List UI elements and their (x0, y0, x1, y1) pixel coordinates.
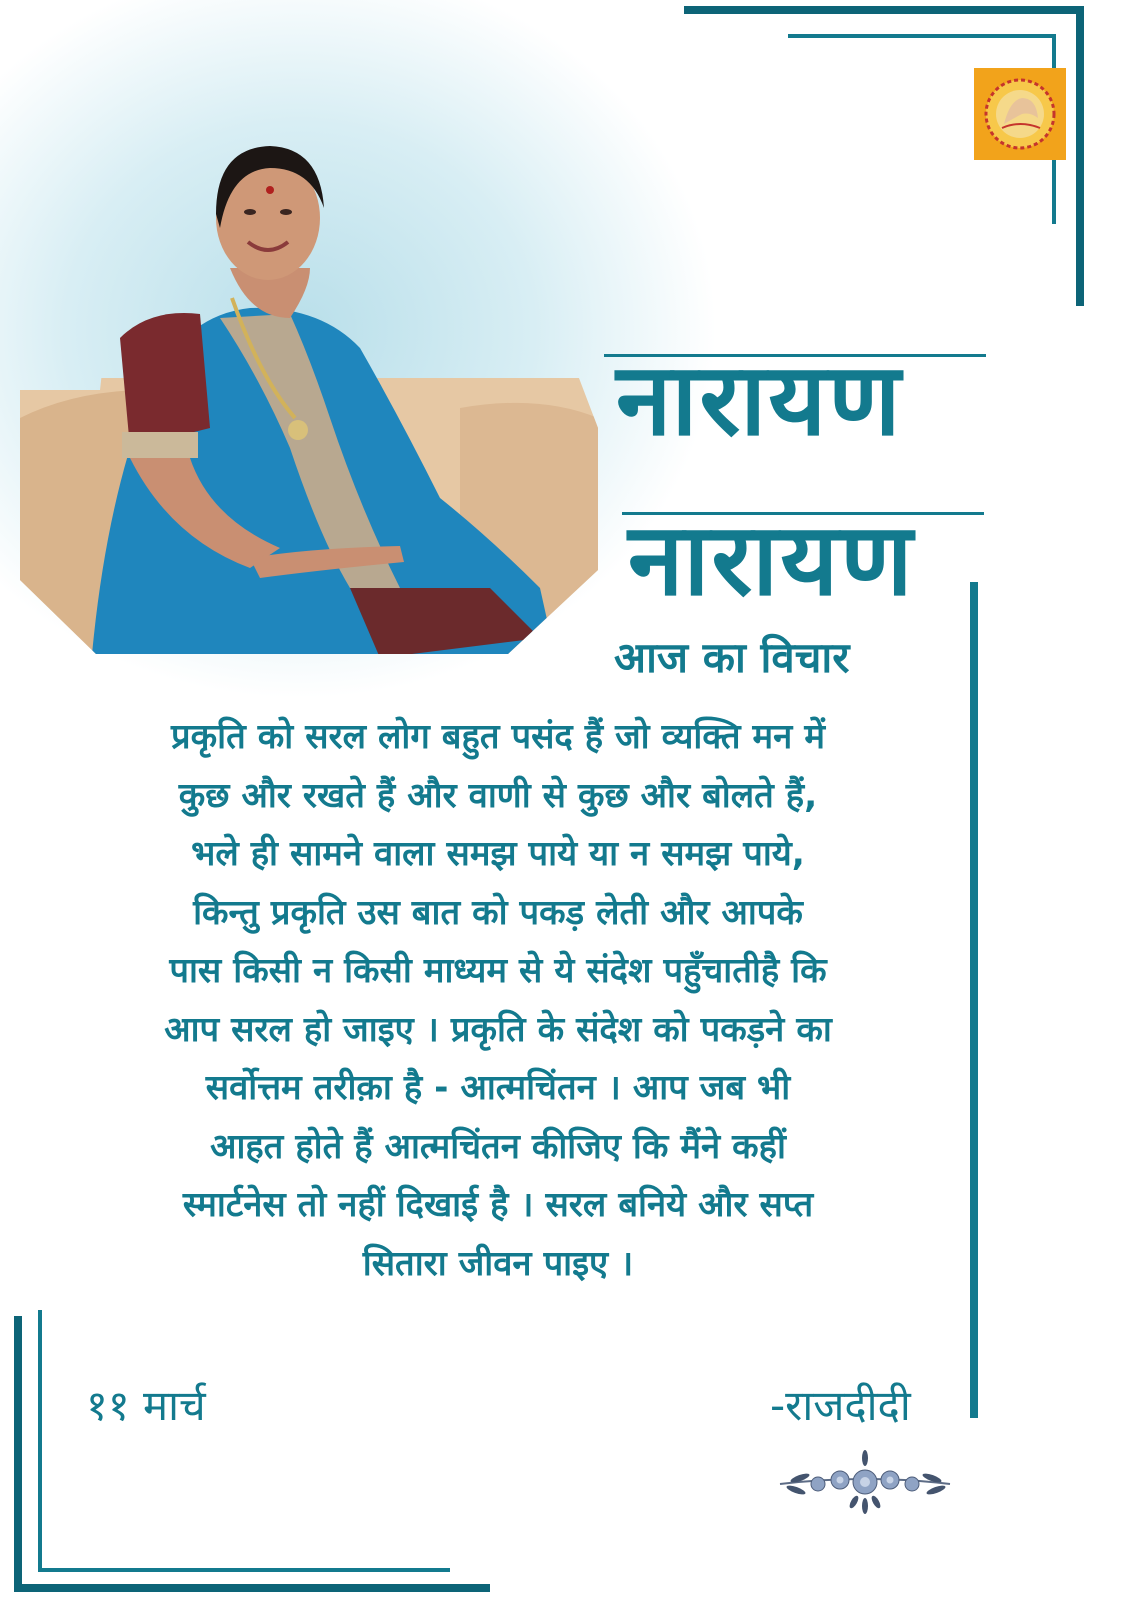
subtitle: आज का विचार (614, 633, 850, 682)
quote-text: प्रकृति को सरल लोग बहुत पसंद हैं जो व्यक्ति मन में कुछ और रखते हैं और वाणी से कुछ और बोलते हैं, भले ही सामने वाला समझ पाये या न समझ पाये, किन्तु प्रकृति उस बात को पकड़ लेती और आपके पास किसी न किसी माध्यम से ये संदेश पहुँचातीहै कि आप सरल हो जाइए । प्रकृति के संदेश को पकड़ने का सर्वोत्तम तरीक़ा है - आत्मचिंतन । आप जब भी आहत होते हैं आत्मचिंतन कीजिए कि मैंने कहीं स्मार्टनेस तो नहीं दिखाई है । सरल बनिये और सप्त सितारा जीवन पाइए । (164, 717, 832, 1284)
date-label: ११ मार्च (86, 1381, 206, 1430)
frame-bottom-inner (38, 1568, 450, 1572)
organization-logo (974, 68, 1066, 160)
frame-bottom-outer (14, 1584, 490, 1592)
portrait-photo (20, 118, 598, 670)
frame-left-inner (38, 1310, 42, 1572)
frame-left-outer (14, 1316, 22, 1592)
signature-label: -राजदीदी (770, 1381, 911, 1430)
flower-ornament-icon (770, 1444, 960, 1520)
title-line-1: नारायण (616, 341, 903, 458)
frame-top-right (684, 6, 1084, 14)
frame-top-right-inner (788, 34, 1056, 38)
frame-right-outer (1076, 6, 1084, 306)
title-line-2: नारायण (628, 501, 915, 618)
